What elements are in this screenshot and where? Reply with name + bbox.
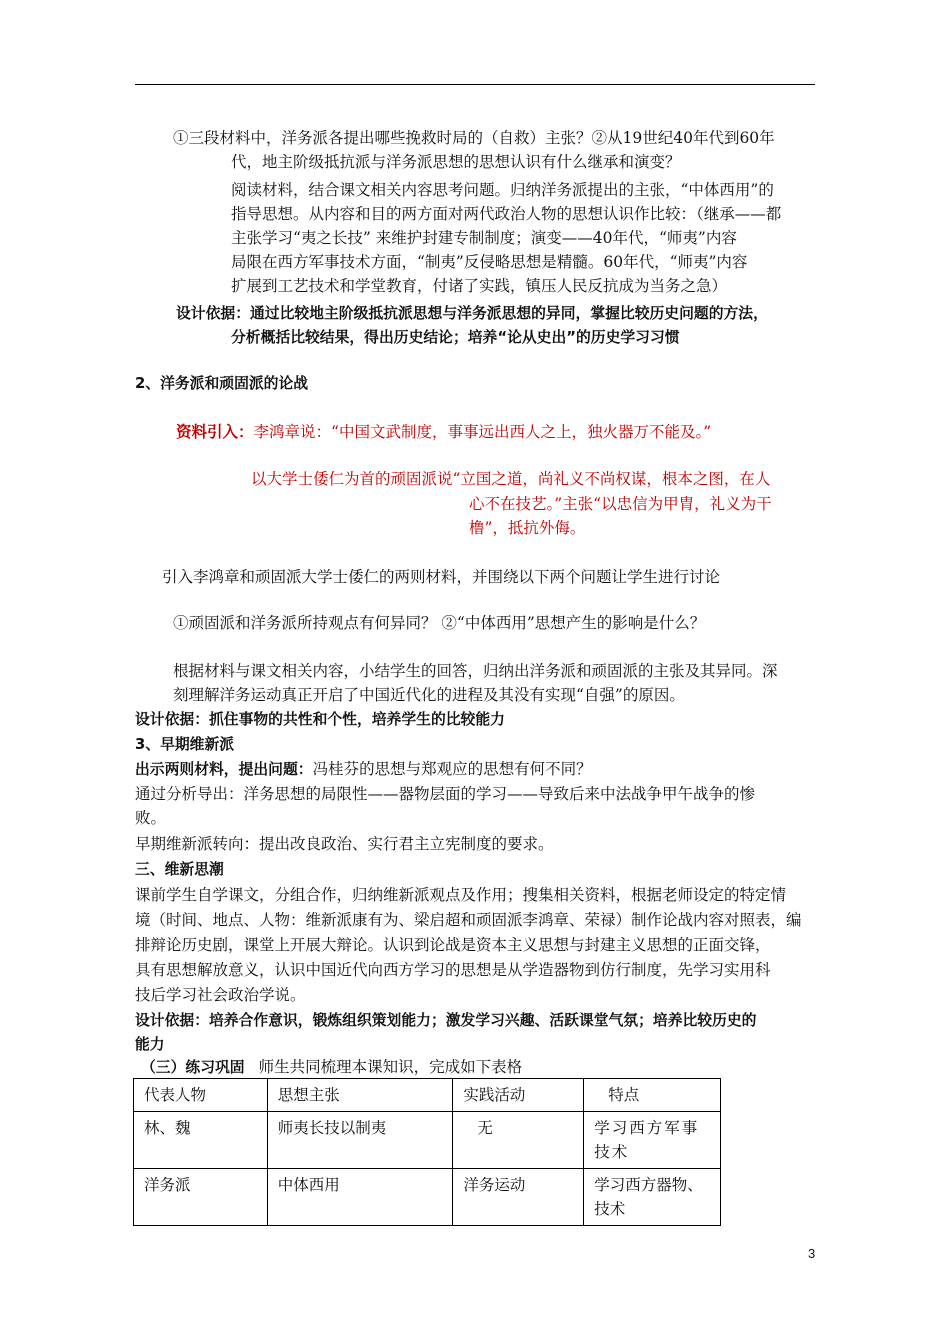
header-rule [135, 84, 815, 85]
section-heading-3: 3、早期维新派 [135, 736, 235, 753]
design-basis-2: 设计依据：抓住事物的共性和个性，培养学生的比较能力 [135, 711, 505, 728]
section-heading-2: 2、洋务派和顽固派的论战 [135, 375, 309, 392]
discussion-intro: 引入李鸿章和顽固派大学士倭仁的两则材料，并围绕以下两个问题让学生进行讨论 [162, 568, 721, 586]
answer-line-1: 阅读材料，结合课文相关内容思考问题。归纳洋务派提出的主张，“中体西用”的 [231, 181, 774, 199]
woren-quote-line-1: 以大学士倭仁为首的顽固派说“立国之道，尚礼义不尚权谋，根本之图，在人 [251, 470, 771, 488]
reform-line-5: 技后学习社会政治学说。 [135, 986, 306, 1004]
design-basis-1b: 分析概括比较结果，得出历史结论；培养“论从史出”的历史学习习惯 [231, 329, 680, 346]
analysis-line-2: 败。 [135, 809, 167, 827]
reform-line-4: 具有思想解放意义，认识中国近代向西方学习的思想是从学造器物到仿行制度，先学习实用科 [135, 961, 771, 979]
table-cell: 洋务运动 [453, 1169, 584, 1226]
woren-quote-line-3: 橹”，抵抗外侮。 [469, 519, 586, 537]
reform-line-3: 排辩论历史剧，课堂上开展大辩论。认识到论战是资本主义思想与封建主义思想的正面交锋， [135, 936, 771, 954]
materials-question-line [135, 757, 592, 782]
materials-question-label: 出示两则材料，提出问题： [135, 761, 313, 778]
page-number: 3 [808, 1246, 816, 1261]
table-row [134, 1112, 721, 1169]
table-cell: 中体西用 [267, 1169, 453, 1226]
question-line-2: 代，地主阶级抵抗派与洋务派思想的思想认识有什么继承和演变？ [231, 153, 681, 171]
practice-instruction: 师生共同梳理本课知识，完成如下表格 [258, 1058, 523, 1076]
design-basis-3a: 设计依据：培养合作意识，锻炼组织策划能力；激发学习兴趣、活跃课堂气氛；培养比较历史的 [135, 1012, 757, 1029]
table-cell: 洋务派 [134, 1169, 268, 1226]
answer-line-3: 主张学习“夷之长技” 来维护封建专制制度；演变——40年代，“师夷”内容 [231, 229, 737, 247]
table-cell: 师夷长技以制夷 [267, 1112, 453, 1169]
answer-line-5: 扩展到工艺技术和学堂教育，付诸了实践，镇压人民反抗成为当务之急） [231, 277, 728, 295]
practice-heading: （三）练习巩固 [141, 1059, 245, 1076]
material-intro-line [176, 420, 711, 444]
li-hongzhang-quote: 李鸿章说：“中国文武制度，事事远出西人之上，独火器万不能及。” [253, 423, 712, 441]
woren-quote-line-2: 心不在技艺。”主张“以忠信为甲胄，礼义为干 [469, 495, 772, 513]
table-cell: 林、魏 [134, 1112, 268, 1169]
table-header-cell: 代表人物 [134, 1079, 268, 1112]
material-intro-label: 资料引入： [176, 423, 254, 441]
table-header-row [134, 1079, 721, 1112]
answer-line-2: 指导思想。从内容和目的两方面对两代政治人物的思想认识作比较：（继承——都 [231, 205, 782, 223]
table-header-cell: 思想主张 [267, 1079, 453, 1112]
table-row [134, 1169, 721, 1226]
section-heading-reform: 三、维新思潮 [135, 861, 224, 878]
answer-line-4: 局限在西方军事技术方面，“制夷”反侵略思想是精髓。60年代，“师夷”内容 [231, 253, 748, 271]
table-header-cell: 特点 [584, 1079, 721, 1112]
analysis-line-1: 通过分析导出：洋务思想的局限性——器物层面的学习——导致后来中法战争甲午战争的惨 [135, 785, 756, 803]
table-header-cell: 实践活动 [453, 1079, 584, 1112]
design-basis-3b: 能力 [135, 1036, 165, 1053]
materials-question-text: 冯桂芬的思想与郑观应的思想有何不同？ [312, 760, 592, 778]
reform-line-1: 课前学生自学课文，分组合作，归纳维新派观点及作用；搜集相关资料，根据老师设定的特定情 [135, 886, 787, 904]
summary-table [133, 1078, 721, 1226]
table-cell: 学习西方器物、技术 [584, 1169, 721, 1226]
practice-heading-line [141, 1055, 522, 1080]
reformist-shift: 早期维新派转向：提出改良政治、实行君主立宪制度的要求。 [135, 835, 554, 853]
summary-line-2: 刻理解洋务运动真正开启了中国近代化的进程及其没有实现“自强”的原因。 [173, 686, 685, 704]
discussion-questions: ①顽固派和洋务派所持观点有何异同？ ②“中体西用”思想产生的影响是什么？ [173, 614, 706, 632]
design-basis-1a: 设计依据：通过比较地主阶级抵抗派思想与洋务派思想的异同，掌握比较历史问题的方法， [176, 305, 768, 322]
question-line-1: ①三段材料中，洋务派各提出哪些挽救时局的（自救）主张？②从19世纪40年代到60年 [173, 129, 775, 147]
table-cell: 学习西方军事技术 [584, 1112, 721, 1169]
reform-line-2: 境（时间、地点、人物：维新派康有为、梁启超和顽固派李鸿章、荣禄）制作论战内容对照表，编 [135, 911, 802, 929]
summary-line-1: 根据材料与课文相关内容，小结学生的回答，归纳出洋务派和顽固派的主张及其异同。深 [173, 662, 778, 680]
table-cell: 无 [453, 1112, 584, 1169]
